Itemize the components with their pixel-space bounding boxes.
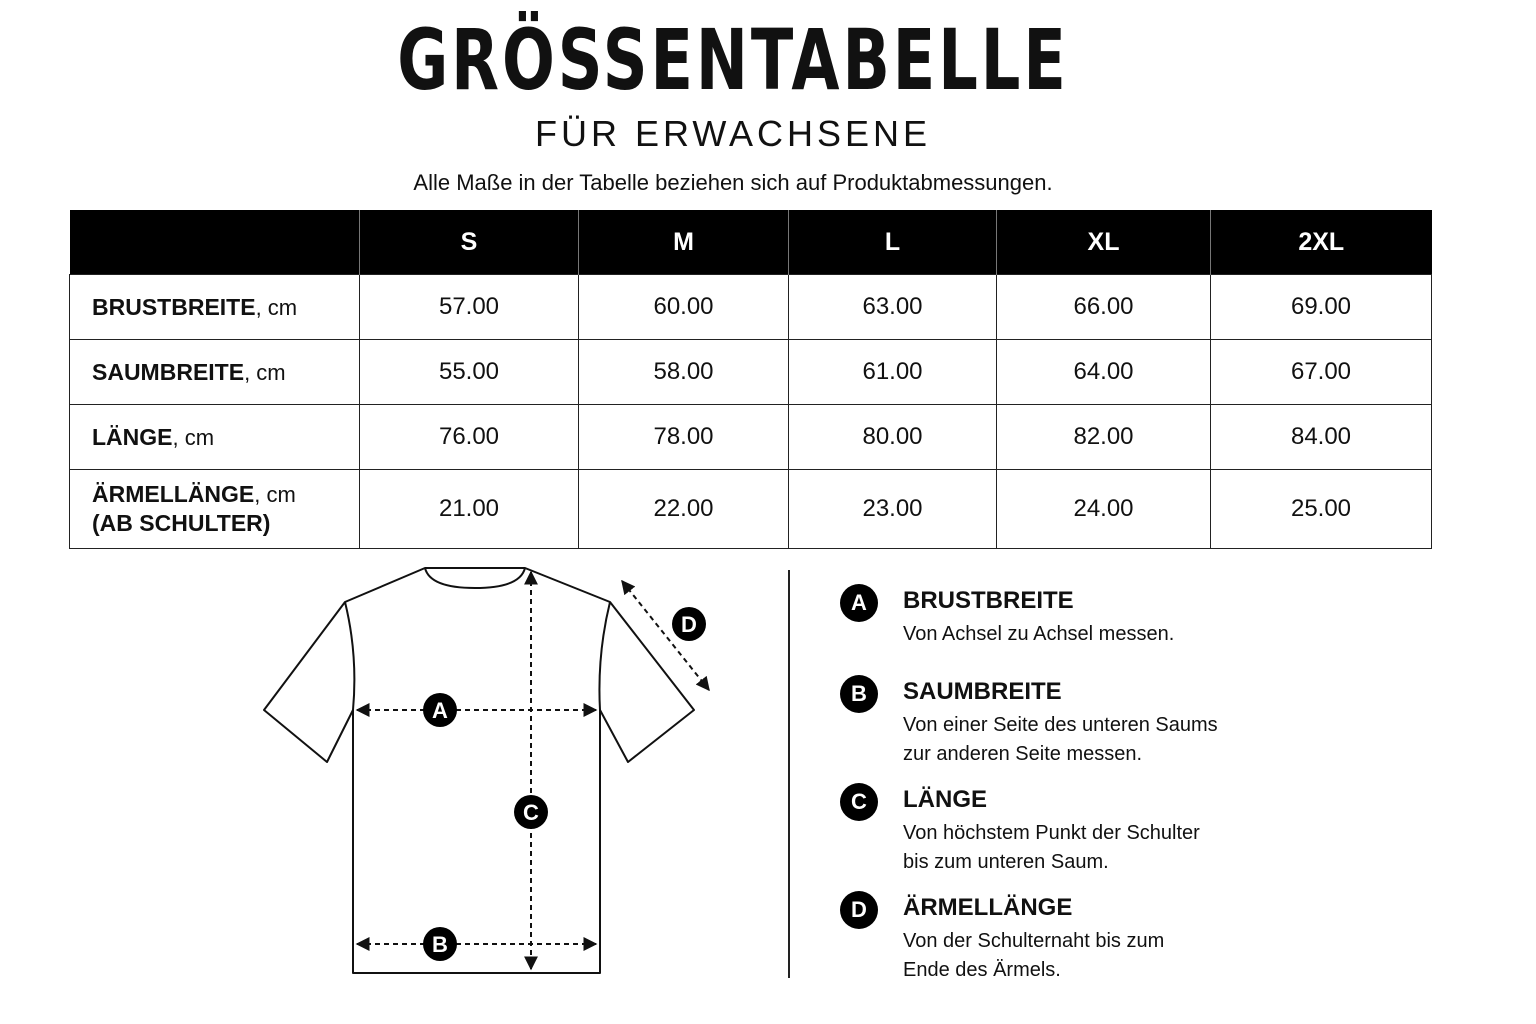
column-header: L [789, 210, 997, 275]
page-title: GRÖSSENTABELLE [397, 11, 1069, 109]
header-empty-cell [70, 210, 360, 275]
row-label-name: SAUMBREITE [92, 358, 245, 385]
legend-description-line: Von höchstem Punkt der Schulter [903, 822, 1200, 844]
size-table [69, 210, 1432, 549]
table-cell: 69.00 [1211, 275, 1432, 340]
marker-b-letter: B [432, 932, 448, 957]
table-cell: 24.00 [997, 470, 1211, 549]
table-cell: 66.00 [997, 275, 1211, 340]
table-row [70, 470, 1432, 549]
legend-description-line: bis zum unteren Saum. [903, 851, 1109, 873]
table-cell: 78.00 [579, 405, 789, 470]
table-cell: 84.00 [1211, 405, 1432, 470]
row-label-name: LÄNGE [92, 423, 173, 450]
table-cell: 64.00 [997, 340, 1211, 405]
legend-description [903, 620, 1303, 649]
legend-description-line: Ende des Ärmels. [903, 959, 1061, 981]
legend-badge: A [840, 584, 878, 622]
column-header: XL [997, 210, 1211, 275]
table-cell: 82.00 [997, 405, 1211, 470]
column-header: S [360, 210, 579, 275]
legend-description [903, 711, 1303, 769]
table-row [70, 340, 1432, 405]
row-label-name: BRUSTBREITE [92, 293, 256, 320]
shoulder-seam-left [345, 602, 354, 710]
table-row [70, 405, 1432, 470]
table-cell: 21.00 [360, 470, 579, 549]
legend-description [903, 819, 1303, 877]
row-label-unit: , cm [254, 482, 296, 507]
row-label-qualifier: (AB SCHULTER) [92, 510, 271, 536]
legend-title: ÄRMELLÄNGE [903, 894, 1073, 921]
column-header: 2XL [1211, 210, 1432, 275]
table-cell: 76.00 [360, 405, 579, 470]
table-cell: 61.00 [789, 340, 997, 405]
marker-a-letter: A [432, 698, 448, 723]
divider [788, 570, 790, 978]
row-label-unit: , cm [255, 294, 298, 320]
legend-description-line: Von der Schulternaht bis zum [903, 930, 1165, 952]
legend-badge: C [840, 783, 878, 821]
page-subtitle: FÜR ERWACHSENE [534, 113, 932, 154]
marker-c-letter: C [523, 800, 539, 825]
table-cell: 67.00 [1211, 340, 1432, 405]
legend-description [903, 927, 1303, 985]
row-label [70, 275, 360, 340]
tshirt-outline [264, 568, 694, 973]
row-label-name: ÄRMELLÄNGE [92, 481, 255, 507]
marker-d-letter: D [681, 612, 697, 637]
table-cell: 58.00 [579, 340, 789, 405]
table-cell: 22.00 [579, 470, 789, 549]
table-cell: 23.00 [789, 470, 997, 549]
measurement-note: Alle Maße in der Tabelle beziehen sich auf Produktabmessungen. [413, 170, 1053, 195]
table-cell: 25.00 [1211, 470, 1432, 549]
column-header: M [579, 210, 789, 275]
row-label [70, 340, 360, 405]
legend-description-line: Von einer Seite des unteren Saums [903, 714, 1218, 736]
tshirt-collar [425, 568, 525, 588]
shoulder-seam-right [599, 602, 610, 710]
table-cell: 63.00 [789, 275, 997, 340]
table-cell: 55.00 [360, 340, 579, 405]
row-label [70, 405, 360, 470]
table-cell: 60.00 [579, 275, 789, 340]
row-label [70, 470, 360, 549]
table-cell: 80.00 [789, 405, 997, 470]
row-label-unit: , cm [172, 424, 215, 450]
legend-description-line: Von Achsel zu Achsel messen. [903, 623, 1175, 645]
table-header-row [70, 210, 1432, 275]
legend-title: LÄNGE [903, 786, 987, 813]
legend-badge: D [840, 891, 878, 929]
legend-title: SAUMBREITE [903, 678, 1062, 705]
row-label-unit: , cm [244, 359, 286, 385]
table-cell: 57.00 [360, 275, 579, 340]
legend-title: BRUSTBREITE [903, 587, 1074, 614]
tshirt-diagram [250, 560, 730, 990]
table-row [70, 275, 1432, 340]
legend-badge: B [840, 675, 878, 713]
legend-description-line: zur anderen Seite messen. [903, 743, 1143, 765]
